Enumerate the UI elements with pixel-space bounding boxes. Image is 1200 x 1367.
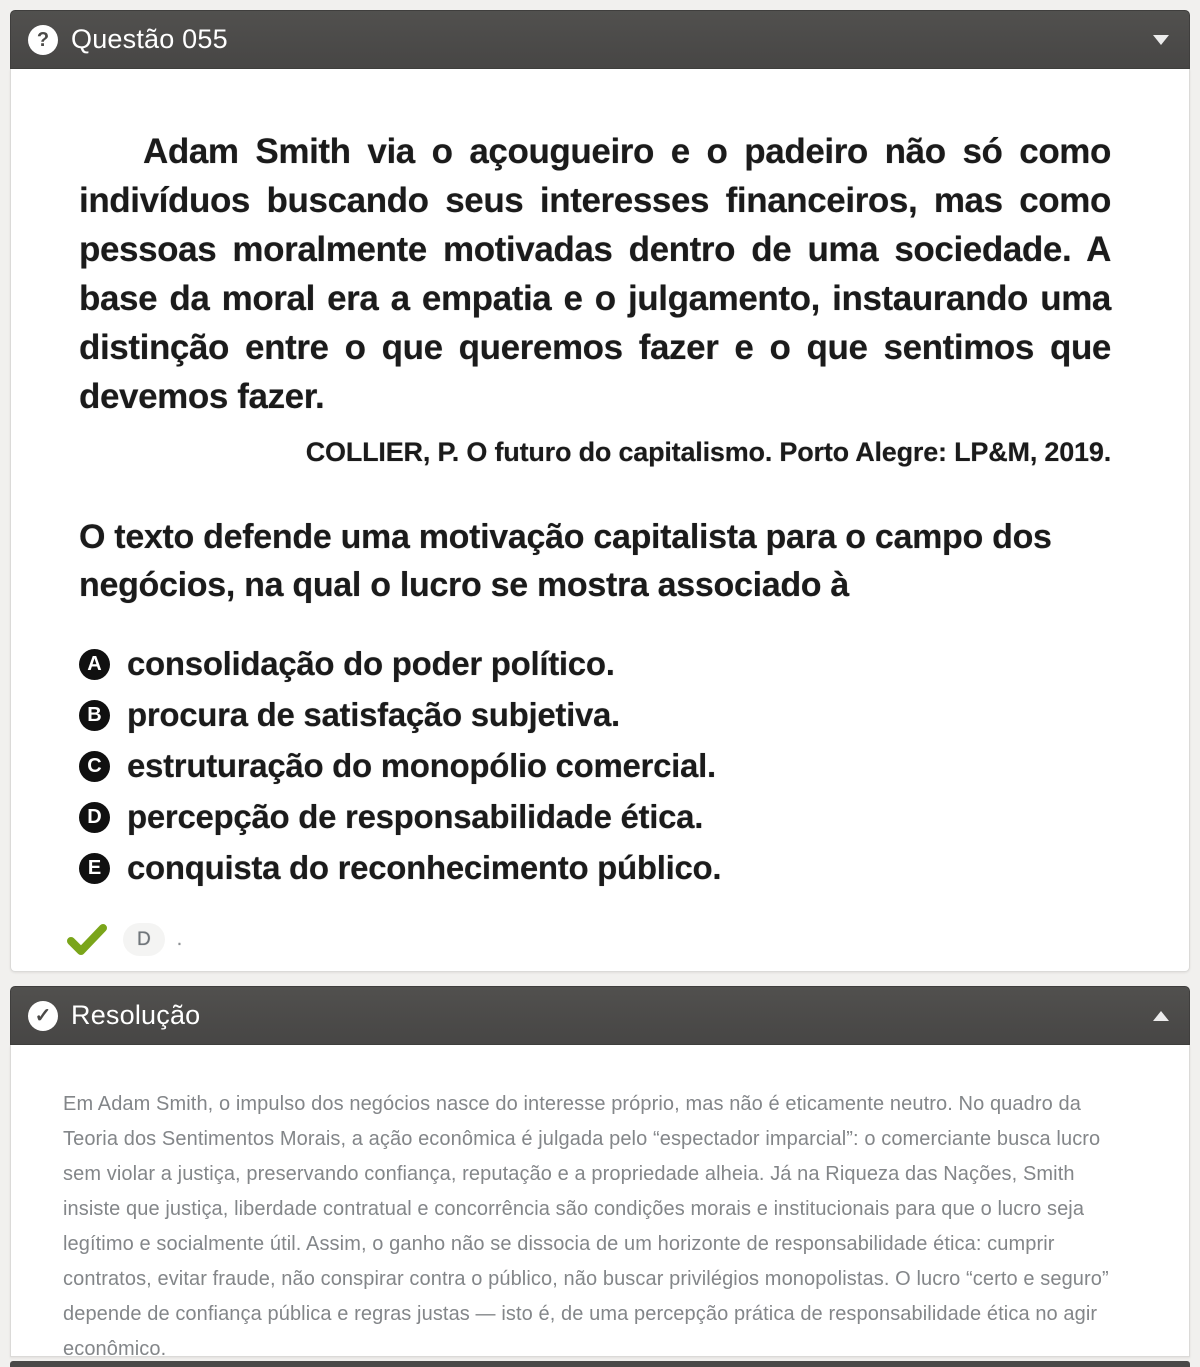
question-panel-title: Questão 055 [71, 24, 228, 54]
citation-publisher: . Porto Alegre: LP&M, 2019. [764, 437, 1111, 467]
next-panel-header-edge [10, 1361, 1190, 1367]
correct-answer-letter: D [123, 923, 165, 956]
panel-gap [10, 972, 1190, 986]
correct-answer-row [67, 923, 1111, 956]
citation [79, 435, 1111, 469]
option-row-c [79, 747, 1111, 785]
citation-title: O futuro do capitalismo [466, 437, 765, 467]
option-row-e [79, 849, 1111, 887]
citation-author: COLLIER, P. [305, 437, 467, 467]
resolution-panel-title: Resolução [71, 1000, 201, 1030]
question-panel-body [10, 69, 1190, 972]
check-circle-icon: ✓ [28, 1001, 58, 1031]
resolution-panel-body [10, 1045, 1190, 1360]
resolution-text: Em Adam Smith, o impulso dos negócios nasce do interesse próprio, mas não é eticamente neutro. No quadro da Teoria dos Sentimentos Morais, a ação econômica é julgada pelo “espectador imparcial”: o comerciante busca lucro sem violar a justiça, preservando confiança, reputação e a propriedade alheia. Já na Riqueza das Nações, Smith insiste que justiça, liberdade contratual e concorrência são condições morais e institucionais para que o lucro seja legítimo e socialmente útil. Assim, o ganho não se dissocia de um horizonte de responsabilidade ética: cumprir contratos, evitar fraude, não conspirar contra o público, não buscar privilégios monopolistas. O lucro “certo e seguro” depende de confiança pública e regras justas — isto é, de uma percepção prática de responsabilidade ética no agir econômico. [63, 1093, 1109, 1360]
option-text-c: estruturação do monopólio comercial. [127, 747, 716, 784]
option-letter-badge-a: A [79, 649, 110, 680]
option-text-b: procura de satisfação subjetiva. [127, 696, 620, 733]
option-row-a [79, 645, 1111, 683]
question-panel-header[interactable] [10, 10, 1190, 69]
option-letter-badge-d: D [79, 802, 110, 833]
option-text-d: percepção de responsabilidade ética. [127, 798, 704, 835]
correct-check-icon [67, 924, 107, 956]
options-list [79, 645, 1111, 887]
option-row-d [79, 798, 1111, 836]
option-text-a: consolidação do poder político. [127, 645, 615, 682]
caret-up-icon[interactable] [1153, 1011, 1169, 1021]
option-letter-badge-e: E [79, 853, 110, 884]
option-letter-badge-c: C [79, 751, 110, 782]
question-stem: O texto defende uma motivação capitalista para o campo dos negócios, na qual o lucro se mostra associado à [79, 518, 1052, 604]
option-text-e: conquista do reconhecimento público. [127, 849, 722, 886]
passage-text: Adam Smith via o açougueiro e o padeiro não só como indivíduos buscando seus interesses financeiros, mas como pessoas moralmente motivadas dentro de uma sociedade. A base da moral era a empatia e o julgamento, instaurando uma distinção entre o que queremos fazer e o que sentimos que devemos fazer. [79, 132, 1111, 416]
caret-down-icon[interactable] [1153, 35, 1169, 45]
question-scan-image [79, 127, 1111, 956]
answer-suffix: . [176, 928, 183, 950]
resolution-panel-header[interactable] [10, 986, 1190, 1045]
question-circle-icon: ? [28, 25, 58, 55]
option-letter-badge-b: B [79, 700, 110, 731]
option-row-b [79, 696, 1111, 734]
